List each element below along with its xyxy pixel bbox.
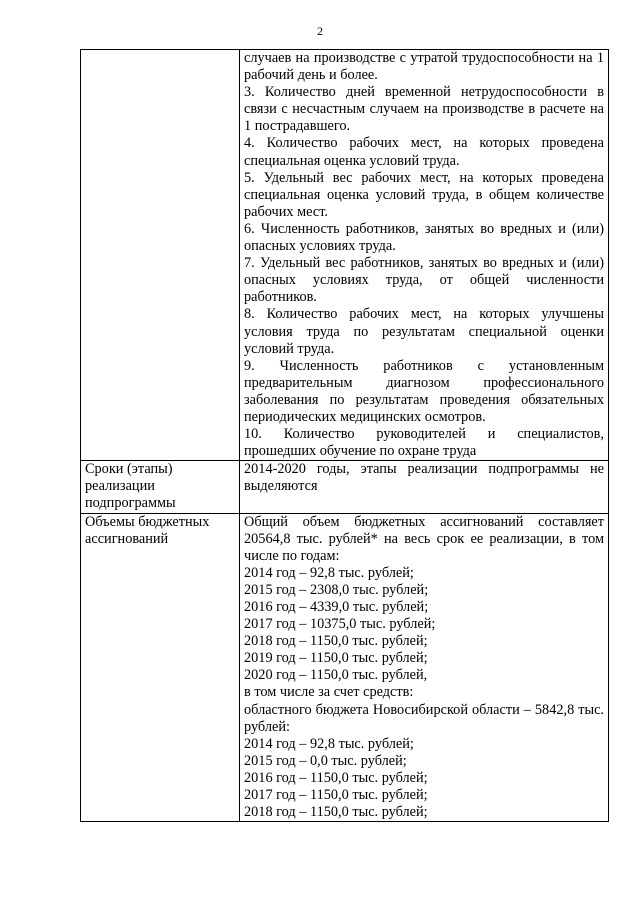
indicator-item: 8. Количество рабочих мест, на которых улучшены условия труда по результатам специальной оценки условий труда. <box>244 306 604 357</box>
row-content-terms <box>240 461 609 513</box>
indicator-item: 7. Удельный вес работников, занятых во вредных и (или) опасных условиях труда, от общей численности работников. <box>244 255 604 306</box>
budget-regional: областного бюджета Новосибирской области – 5842,8 тыс. рублей: <box>244 701 604 735</box>
page-number: 2 <box>317 24 323 38</box>
budget-year-line: 2015 год – 2308,0 тыс. рублей; <box>244 581 429 598</box>
terms-text: 2014-2020 годы, этапы реализации подпрограммы не выделяются <box>244 461 604 495</box>
indicator-item: 3. Количество дней временной нетрудоспособности в связи с несчастным случаем на производстве в расчете на 1 пострадавшего. <box>244 84 604 135</box>
table-row-indicators <box>81 50 609 461</box>
row-label-budget: Объемы бюджетных ассигнований <box>81 513 240 822</box>
row-content-budget <box>240 513 609 822</box>
row-label-terms: Сроки (этапы) реализации подпрограммы <box>81 461 240 513</box>
budget-year-line: 2016 год – 4339,0 тыс. рублей; <box>244 599 429 615</box>
passport-table <box>80 49 609 822</box>
budget-year-line: 2019 год – 1150,0 тыс. рублей; <box>244 650 428 667</box>
indicator-item: 5. Удельный вес рабочих мест, на которых проведена специальная оценка условий труда, в общем количестве рабочих мест. <box>244 169 604 220</box>
indicator-item: 6. Численность работников, занятых во вредных и (или) опасных условиях труда. <box>244 220 604 255</box>
regional-year-line: 2018 год – 1150,0 тыс. рублей; <box>244 804 428 821</box>
regional-year-line: 2014 год – 92,8 тыс. рублей; <box>244 735 414 752</box>
budget-year-line: 2020 год – 1150,0 тыс. рублей, <box>244 667 428 684</box>
budget-year-line: 2018 год – 1150,0 тыс. рублей; <box>244 633 428 650</box>
indicator-item: 9. Численность работников с установленным предварительным диагнозом профессионального заболевания по результатам проведения обязательных периодических медицинских осмотров. <box>244 357 604 425</box>
table-row-budget <box>81 513 609 822</box>
regional-year-line: 2017 год – 1150,0 тыс. рублей; <box>244 787 428 804</box>
indicator-item: случаев на производстве с утратой трудоспособности на 1 рабочий день и более. <box>244 50 604 84</box>
budget-sources-heading: в том числе за счет средств: <box>244 684 414 701</box>
indicator-item: 4. Количество рабочих мест, на которых проведена специальная оценка условий труда. <box>244 135 604 169</box>
budget-intro: Общий объем бюджетных ассигнований составляет 20564,8 тыс. рублей* на весь срок ее реализации, в том числе по годам: <box>244 513 604 564</box>
regional-year-line: 2016 год – 1150,0 тыс. рублей; <box>244 769 428 786</box>
indicator-item: 10. Количество руководителей и специалистов, прошедших обучение по охране труда <box>244 426 604 460</box>
table-row-terms <box>81 461 609 513</box>
budget-year-line: 2017 год – 10375,0 тыс. рублей; <box>244 616 436 633</box>
row-content-indicators <box>240 50 609 461</box>
budget-year-line: 2014 год – 92,8 тыс. рублей; <box>244 564 414 581</box>
regional-year-line: 2015 год – 0,0 тыс. рублей; <box>244 752 407 769</box>
row-label-indicators <box>81 50 240 461</box>
